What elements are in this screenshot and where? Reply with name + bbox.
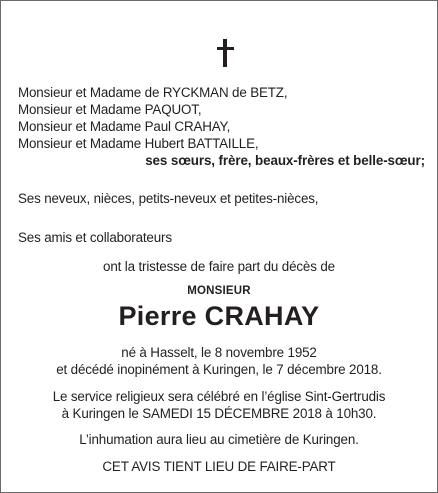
family-line-4: Monsieur et Madame Hubert BATTAILLE, bbox=[18, 136, 259, 151]
deceased-name: Pierre CRAHAY bbox=[118, 301, 320, 331]
family-line-1: Monsieur et Madame de RYCKMAN de BETZ, bbox=[18, 85, 288, 100]
friends-line: Ses amis et collaborateurs bbox=[18, 230, 172, 245]
cross-icon bbox=[217, 39, 234, 67]
family-line-3: Monsieur et Madame Paul CRAHAY, bbox=[18, 119, 231, 134]
death-line: et décédé inopinément à Kuringen, le 7 décembre 2018. bbox=[56, 362, 382, 377]
nephews-line: Ses neveux, nièces, petits-neveux et petites-nièces, bbox=[18, 191, 319, 206]
notice-line: CET AVIS TIENT LIEU DE FAIRE-PART bbox=[102, 459, 336, 474]
title-line: MONSIEUR bbox=[187, 285, 251, 297]
relation-line: ses sœurs, frère, beaux-frères et belle-sœur; bbox=[145, 153, 425, 168]
birth-line: né à Hasselt, le 8 novembre 1952 bbox=[121, 345, 317, 360]
service-line-1: Le service religieux sera célébré en l’église Sint-Gertrudis bbox=[52, 389, 386, 404]
burial-line: L’inhumation aura lieu au cimetière de Kuringen. bbox=[79, 432, 359, 447]
family-line-2: Monsieur et Madame PAQUOT, bbox=[18, 102, 202, 117]
announcement-line: ont la tristesse de faire part du décès de bbox=[103, 259, 335, 274]
service-line-2: à Kuringen le SAMEDI 15 DÉCEMBRE 2018 à 10h30. bbox=[61, 406, 377, 421]
